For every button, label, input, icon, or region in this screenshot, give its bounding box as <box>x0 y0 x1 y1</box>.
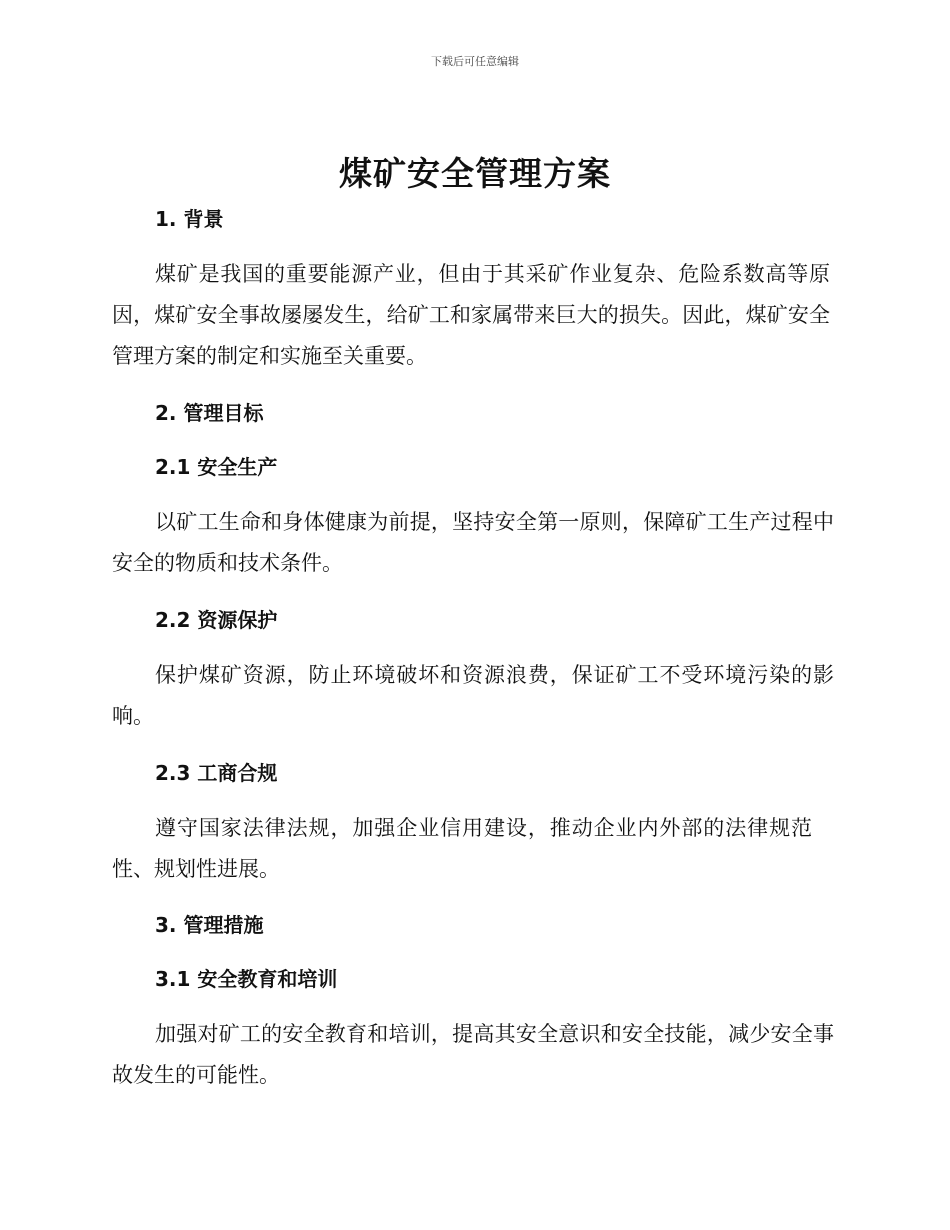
section-1-paragraph: 煤矿是我国的重要能源产业，但由于其采矿作业复杂、危险系数高等原因，煤矿安全事故屡屡发生，给矿工和家属带来巨大的损失。因此，煤矿安全管理方案的制定和实施至关重要。 <box>112 262 830 368</box>
section-1-heading: 1. 背景 <box>155 207 224 231</box>
section-2-2-paragraph: 保护煤矿资源，防止环境破坏和资源浪费，保证矿工不受环境污染的影响。 <box>112 663 834 728</box>
section-3-heading: 3. 管理措施 <box>155 913 264 937</box>
section-2-1-paragraph: 以矿工生命和身体健康为前提，坚持安全第一原则，保障矿工生产过程中安全的物质和技术条件。 <box>112 510 834 575</box>
section-2-heading: 2. 管理目标 <box>155 401 264 425</box>
header-note: 下载后可任意编辑 <box>431 55 519 68</box>
section-3-1-heading: 3.1 安全教育和培训 <box>155 967 338 991</box>
section-3-1-paragraph: 加强对矿工的安全教育和培训，提高其安全意识和安全技能，减少安全事故发生的可能性。 <box>112 1022 834 1087</box>
section-2-1-heading: 2.1 安全生产 <box>155 455 278 479</box>
section-2-3-heading: 2.3 工商合规 <box>155 761 278 785</box>
section-2-2-heading: 2.2 资源保护 <box>155 608 278 632</box>
document-title: 煤矿安全管理方案 <box>339 154 611 193</box>
section-2-3-paragraph: 遵守国家法律法规，加强企业信用建设，推动企业内外部的法律规范性、规划性进展。 <box>112 816 812 881</box>
